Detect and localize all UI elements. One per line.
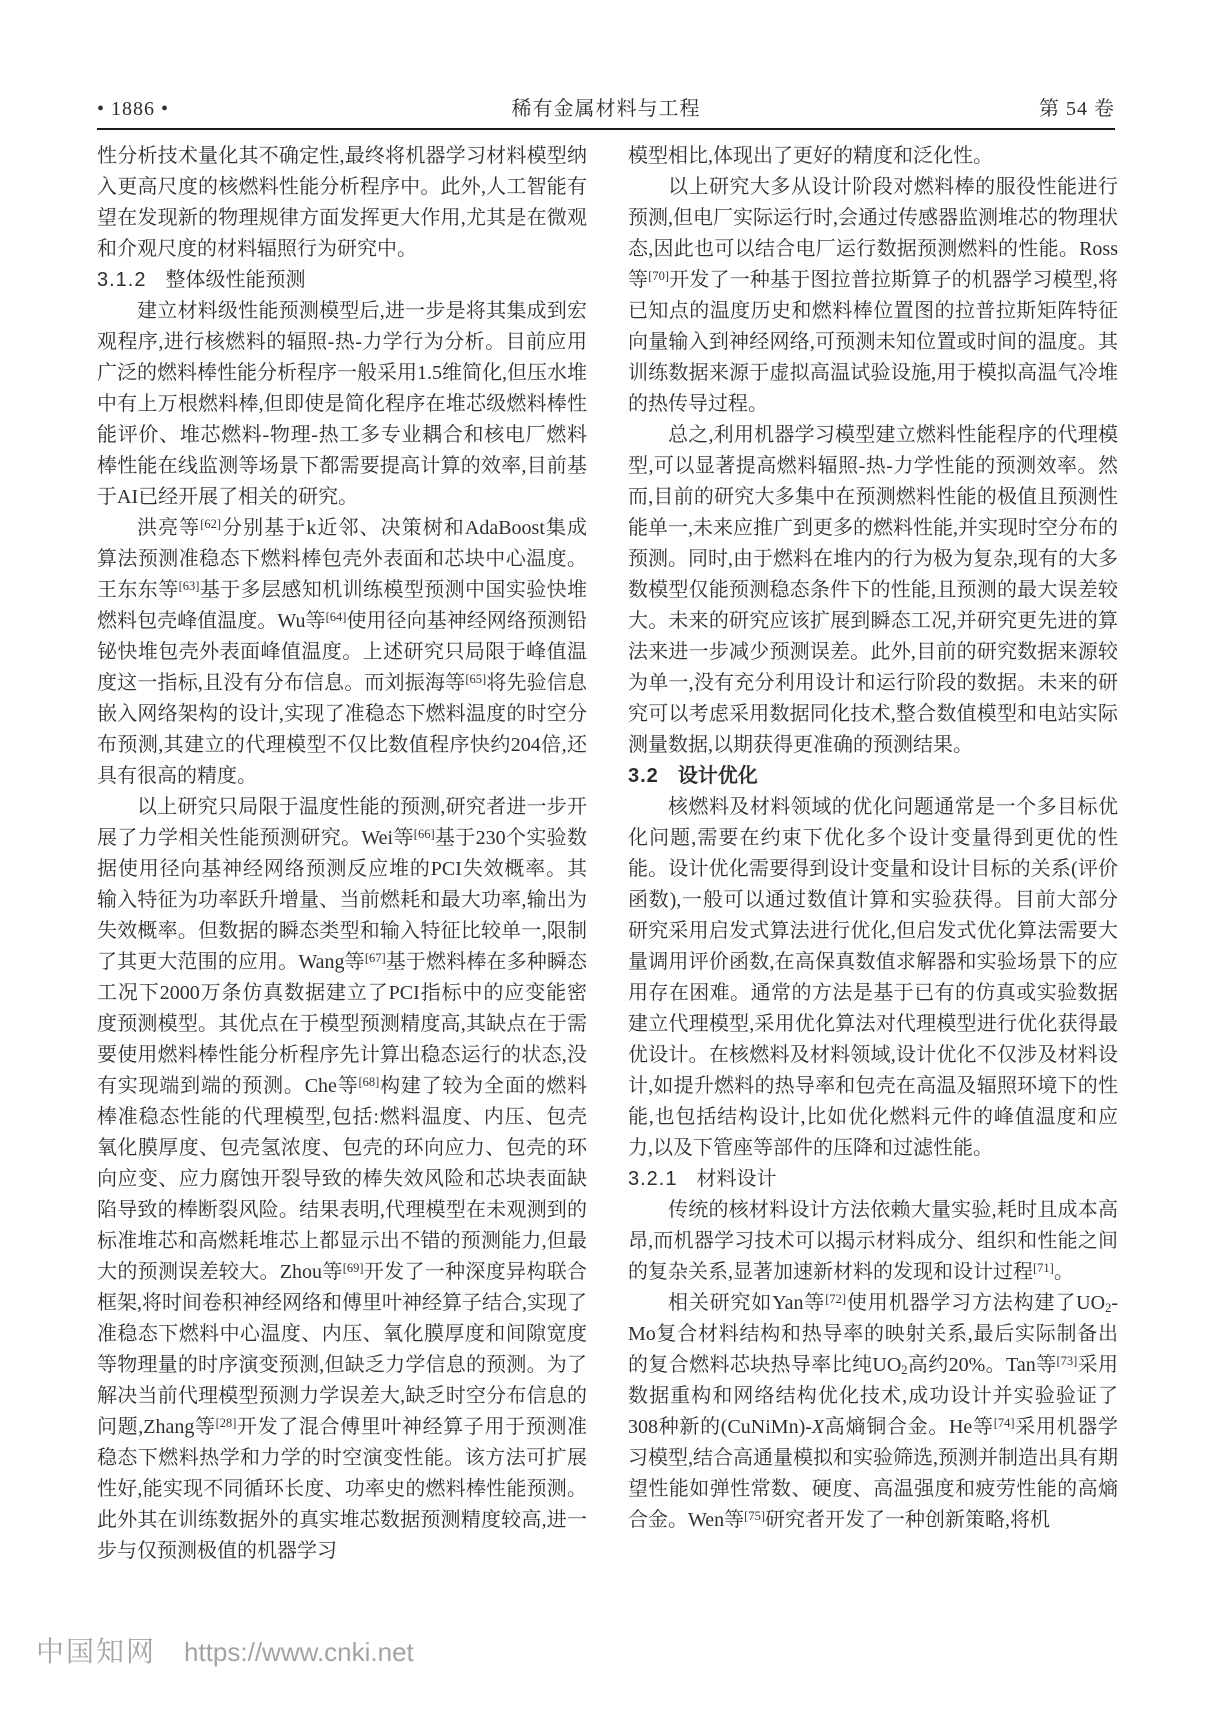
paragraph: 总之,利用机器学习模型建立燃料性能程序的代理模型,可以显著提高燃料辐照-热-力学性能的预测效率。然而,目前的研究大多集中在预测燃料性能的极值且预测性能单一,未来应推广到更多的燃料性能,并实现时空分布的预测。同时,由于燃料在堆内的行为极为复杂,现有的大多数模型仅能预测稳态条件下的性能,且预测的最大误差较大。未来的研究应该扩展到瞬态工况,并研究更先进的算法来进一步减少预测误差。此外,目前的研究数据来源较为单一,没有充分利用设计和运行阶段的数据。未来的研究可以考虑采用数据同化技术,整合数值模型和电站实际测量数据,以期获得更准确的预测结果。 xyxy=(628,424,1118,756)
citation-ref: [64] xyxy=(325,610,347,624)
italic-variable: X xyxy=(811,1416,825,1438)
chemical-subscript: 2 xyxy=(901,1363,908,1377)
citation-ref: [73] xyxy=(1056,1354,1078,1368)
page-footer xyxy=(36,1630,414,1670)
article-body xyxy=(97,141,1118,1567)
citation-ref: [63] xyxy=(178,579,200,593)
citation-ref: [62] xyxy=(200,517,222,531)
journal-title: 稀有金属材料与工程 xyxy=(511,98,701,120)
page-number: • 1886 • xyxy=(97,98,170,120)
citation-ref: [71] xyxy=(1033,1261,1054,1275)
section-number: 3.1.2 xyxy=(97,269,147,291)
citation-ref: [75] xyxy=(744,1509,765,1523)
citation-ref: [66] xyxy=(413,827,435,841)
page-header xyxy=(97,97,1115,121)
paragraph: 建立材料级性能预测模型后,进一步是将其集成到宏观程序,进行核燃料的辐照-热-力学行为分析。目前应用广泛的燃料棒性能分析程序一般采用1.5维简化,但压水堆中有上万根燃料棒,但即使是简化程序在堆芯级燃料棒性能评价、堆芯燃料-物理-热工多专业耦合和核电厂燃料棒性能在线监测等场景下都需要提高计算的效率,目前基于AI已经开展了相关的研究。 xyxy=(97,300,587,508)
citation-ref: [28] xyxy=(215,1416,237,1430)
volume-label: 第 54 卷 xyxy=(1039,98,1115,120)
citation-ref: [74] xyxy=(993,1416,1015,1430)
section-number: 3.2.1 xyxy=(628,1168,678,1190)
right-column xyxy=(628,141,1118,1567)
chemical-subscript: 2 xyxy=(1105,1301,1112,1315)
citation-ref: [65] xyxy=(465,672,487,686)
paragraph: 以上研究大多从设计阶段对燃料棒的服役性能进行预测,但电厂实际运行时,会通过传感器监测堆芯的物理状态,因此也可以结合电厂运行数据预测燃料的性能。Ross等[70]开发了一种基于图拉普拉斯算子的机器学习模型,将已知点的温度历史和燃料棒位置图的拉普拉斯矩阵特征向量输入到神经网络,可预测未知位置或时间的温度。其训练数据来源于虚拟高温试验设施,用于模拟高温气冷堆的热传导过程。 xyxy=(628,176,1119,415)
citation-ref: [72] xyxy=(825,1292,847,1306)
paragraph: 性分析技术量化其不确定性,最终将机器学习材料模型纳入更高尺度的核燃料性能分析程序中。此外,人工智能有望在发现新的物理规律方面发挥更大作用,尤其是在微观和介观尺度的材料辐照行为研究中。 xyxy=(97,145,587,260)
paragraph: 模型相比,体现出了更好的精度和泛化性。 xyxy=(628,145,993,167)
citation-ref: [68] xyxy=(358,1075,380,1089)
cnki-brand-label: 中国知网 xyxy=(36,1636,157,1667)
section-number: 3.2 xyxy=(628,765,659,787)
header-rule xyxy=(97,128,1115,130)
section-heading xyxy=(628,1164,1118,1195)
section-title: 材料设计 xyxy=(696,1168,777,1190)
left-column xyxy=(97,141,587,1567)
cnki-url-text: https://www.cnki.net xyxy=(184,1637,414,1667)
paragraph: 核燃料及材料领域的优化问题通常是一个多目标优化问题,需要在约束下优化多个设计变量得到更优的性能。设计优化需要得到设计变量和设计目标的关系(评价函数),一般可以通过数值计算和实验获得。目前大部分研究采用启发式算法进行优化,但启发式优化算法需要大量调用评价函数,在高保真数值求解器和实验场景下的应用存在困难。通常的方法是基于已有的仿真或实验数据建立代理模型,采用优化算法对代理模型进行优化获得最优设计。在核燃料及材料领域,设计优化不仅涉及材料设计,如提升燃料的热导率和包壳在高温及辐照环境下的性能,也包括结构设计,比如优化燃料元件的峰值温度和应力,以及下管座等部件的压降和过滤性能。 xyxy=(628,796,1118,1159)
paragraph: 洪亮等[62]分别基于k近邻、决策树和AdaBoost集成算法预测准稳态下燃料棒包壳外表面和芯块中心温度。王东东等[63]基于多层感知机训练模型预测中国实验快堆燃料包壳峰值温度。Wu等[64]使用径向基神经网络预测铅铋快堆包壳外表面峰值温度。上述研究只局限于峰值温度这一指标,且没有分布信息。而刘振海等[65]将先验信息嵌入网络架构的设计,实现了准稳态下燃料温度的时空分布预测,其建立的代理模型不仅比数值程序快约204倍,还具有很高的精度。 xyxy=(97,517,588,787)
citation-ref: [67] xyxy=(364,951,386,965)
section-heading xyxy=(628,761,1118,792)
section-heading xyxy=(97,265,587,296)
citation-ref: [70] xyxy=(648,269,670,283)
paragraph: 以上研究只局限于温度性能的预测,研究者进一步开展了力学相关性能预测研究。Wei等[66]基于230个实验数据使用径向基神经网络预测反应堆的PCI失效概率。其输入特征为功率跃升增量、当前燃耗和最大功率,输出为失效概率。但数据的瞬态类型和输入特征比较单一,限制了其更大范围的应用。Wang等[67]基于燃料棒在多种瞬态工况下2000万条仿真数据建立了PCI指标中的应变能密度预测模型。其优点在于模型预测精度高,其缺点在于需要使用燃料棒性能分析程序先计算出稳态运行的状态,没有实现端到端的预测。Che等[68]构建了较为全面的燃料棒准稳态性能的代理模型,包括:燃料温度、内压、包壳氧化膜厚度、包壳氢浓度、包壳的环向应力、包壳的环向应变、应力腐蚀开裂导致的棒失效风险和芯块表面缺陷导致的棒断裂风险。结果表明,代理模型在未观测到的标准堆芯和高燃耗堆芯上都显示出不错的预测能力,但最大的预测误差较大。Zhou等[69]开发了一种深度异构联合框架,将时间卷积神经网络和傅里叶神经算子结合,实现了准稳态下燃料中心温度、内压、氧化膜厚度和间隙宽度等物理量的时序演变预测,但缺乏力学信息的预测。为了解决当前代理模型预测力学误差大,缺乏时空分布信息的问题,Zhang等[28]开发了混合傅里叶神经算子用于预测准稳态下燃料热学和力学的时空演变性能。该方法可扩展性好,能实现不同循环长度、功率史的燃料棒性能预测。此外其在训练数据外的真实堆芯数据预测精度较高,进一步与仅预测极值的机器学习 xyxy=(97,796,588,1562)
paragraph: 传统的核材料设计方法依赖大量实验,耗时且成本高昂,而机器学习技术可以揭示材料成分、组织和性能之间的复杂关系,显著加速新材料的发现和设计过程[71]。 xyxy=(628,1199,1118,1283)
paragraph: 相关研究如Yan等[72]使用机器学习方法构建了$UO_2-Mo$复合材料结构和热导率的映射关系,最后实际制备出的复合燃料芯块热导率比纯$UO_2$高约20%。Tan等[73]采用数据重构和网络结构优化技术,成功设计并实验验证了308种新的(CuNiMn)-X高熵铜合金。He等[74]采用机器学习模型,结合高通量模拟和实验筛选,预测并制造出具有期望性能如弹性常数、硬度、高温强度和疲劳性能的高熵合金。Wen等[75]研究者开发了一种创新策略,将机 xyxy=(628,1292,1119,1531)
citation-ref: [69] xyxy=(342,1261,364,1275)
section-title: 整体级性能预测 xyxy=(165,269,306,291)
section-title: 设计优化 xyxy=(677,765,758,787)
